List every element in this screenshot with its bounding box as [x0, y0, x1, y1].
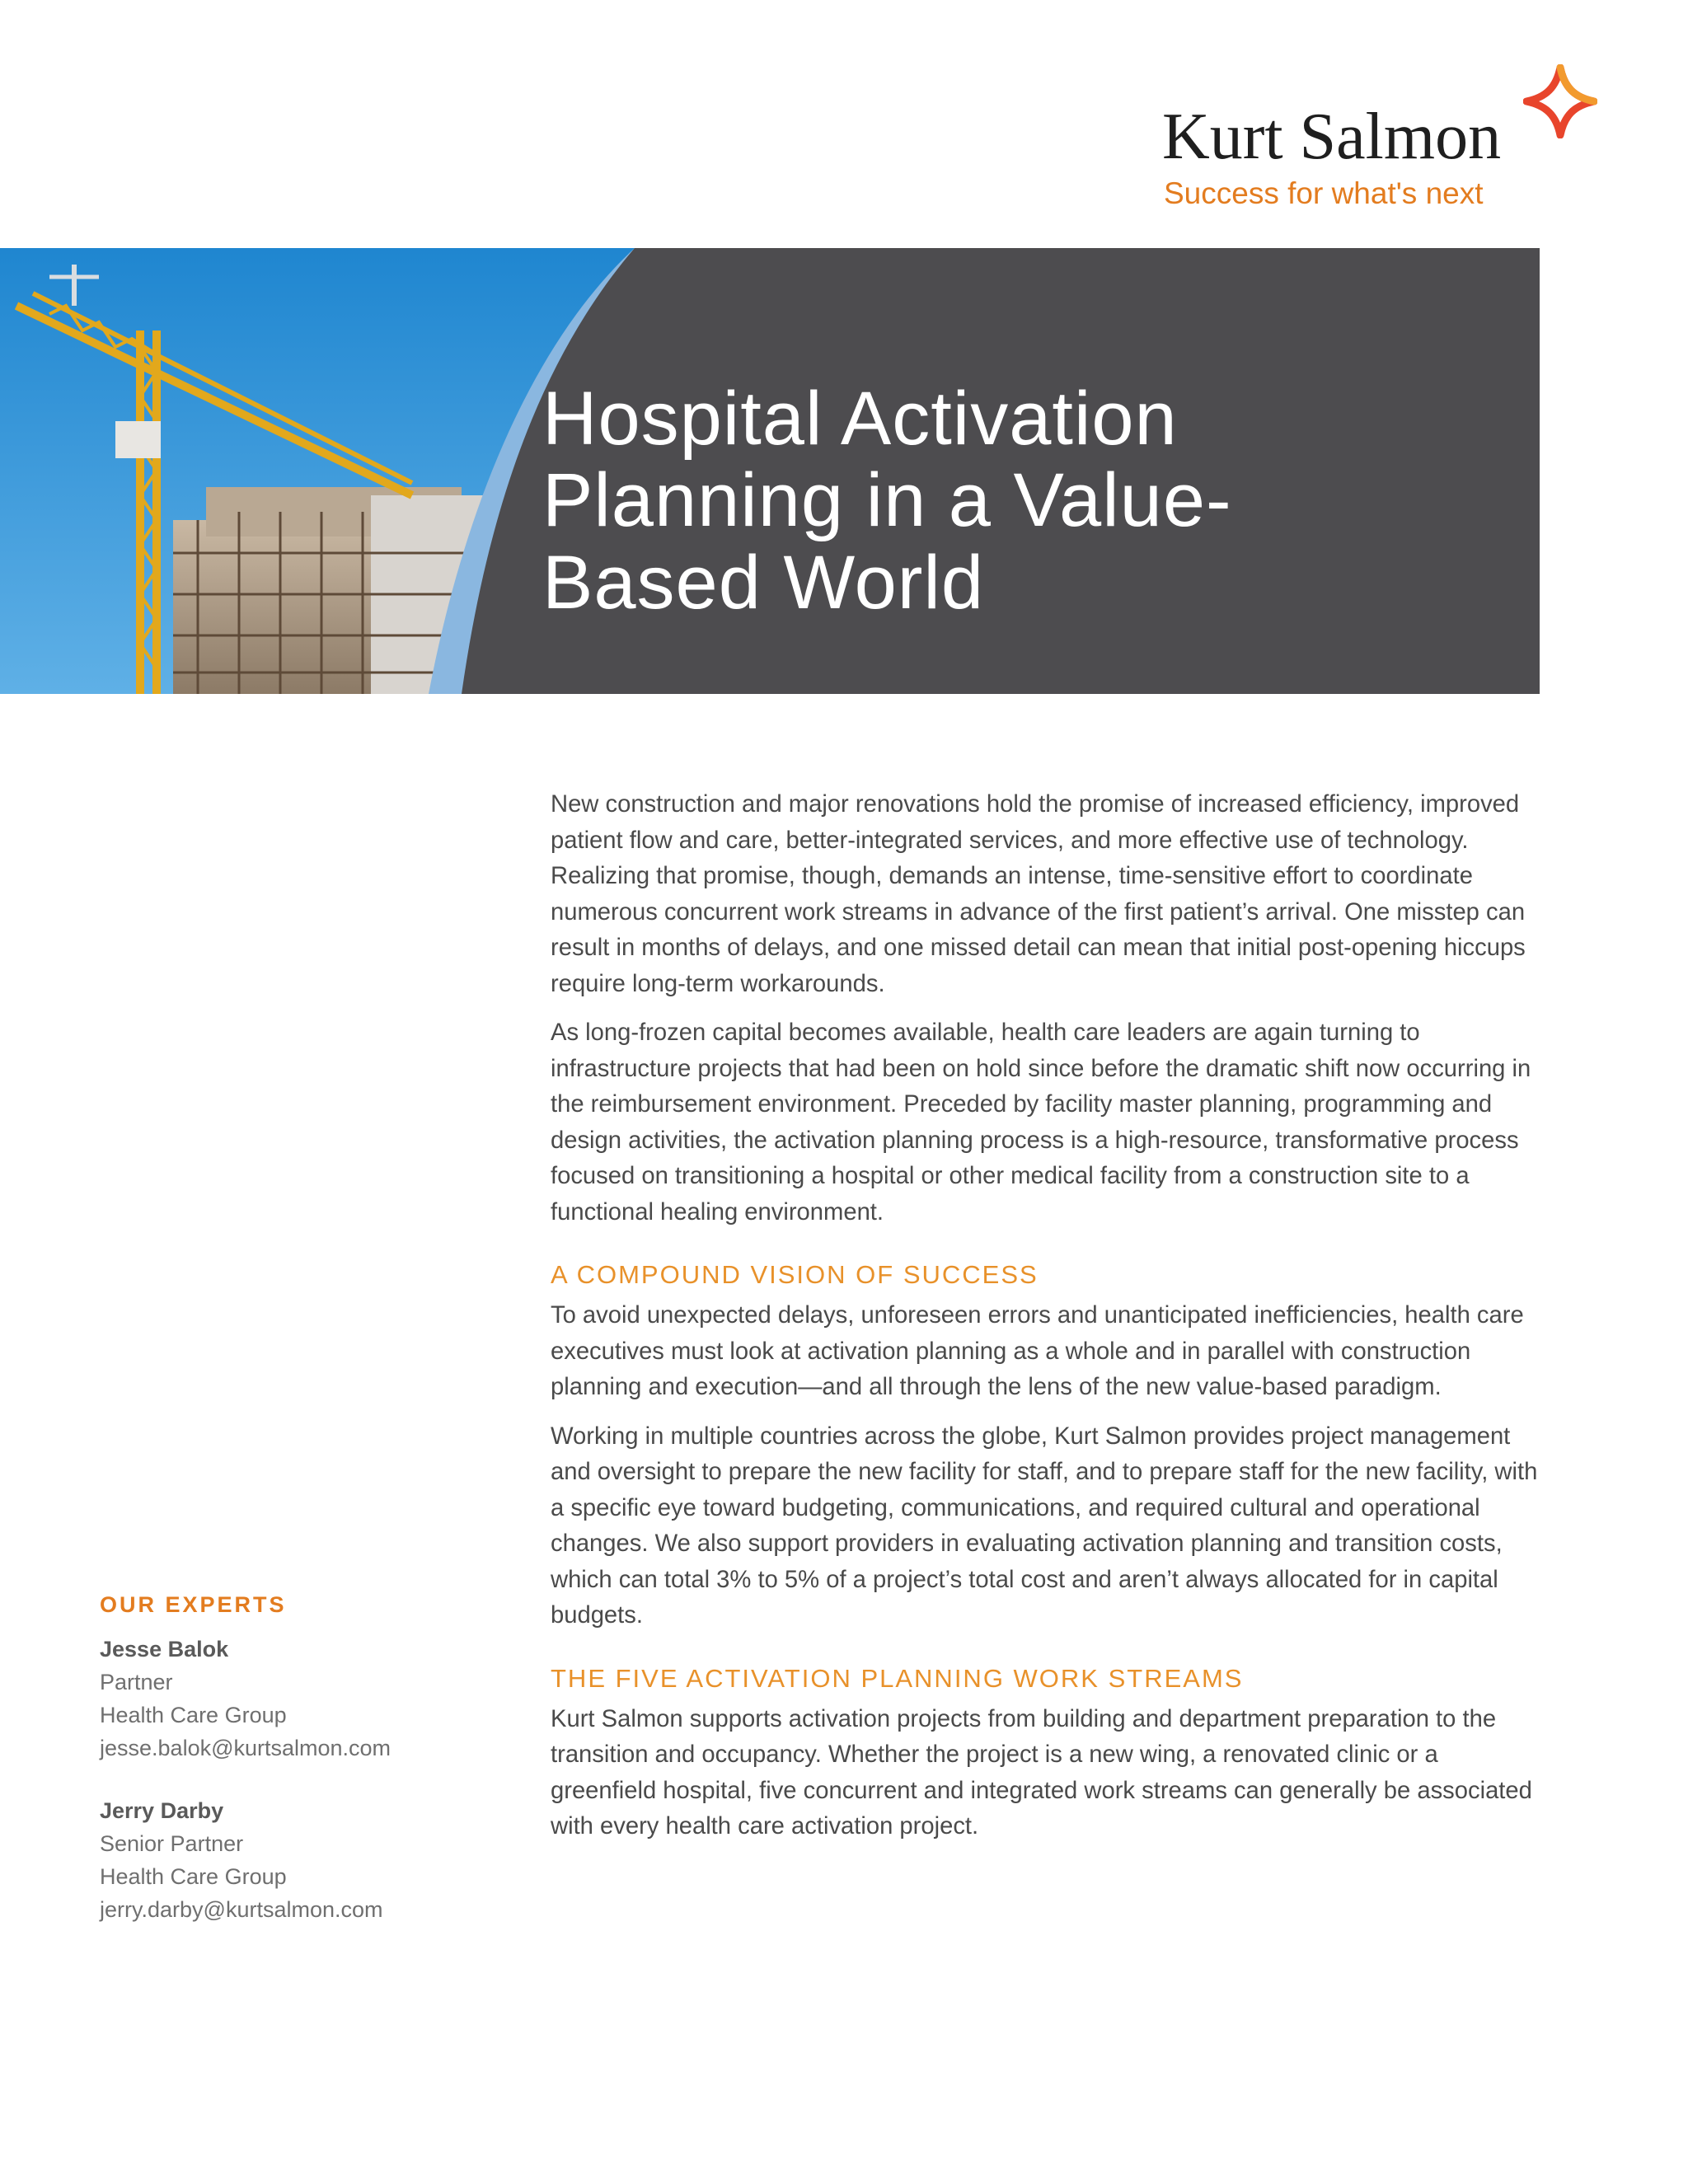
hero-banner — [0, 248, 1540, 694]
paragraph: Working in multiple countries across the globe, Kurt Salmon provides project management and oversight to prepare the new facility for staff, and to prepare staff for the new facility, with a specific eye toward budgeting, communications, and required cultural and operational changes. We also support providers in evaluating activation planning and transition costs, which can total 3% to 5% of a project’s total cost and aren’t always allocated for in capital budgets. — [551, 1422, 1538, 1629]
paragraph: To avoid unexpected delays, unforeseen errors and unanticipated inefficiencies, health care executives must look at activation planning as a whole and in parallel with construction planning and execution—and all through the lens of the new value-based paradigm. — [551, 1302, 1524, 1400]
section-heading: THE FIVE ACTIVATION PLANNING WORK STREAMS — [551, 1663, 1244, 1693]
expert-name: Jesse Balok — [100, 1637, 229, 1661]
expert-email[interactable]: jesse.balok@kurtsalmon.com — [100, 1736, 392, 1760]
logo-wordmark: Kurt Salmon — [1162, 101, 1502, 173]
expert-email[interactable]: jerry.darby@kurtsalmon.com — [100, 1897, 383, 1922]
paragraph: New construction and major renovations hold the promise of increased efficiency, improved patient flow and care, better-integrated services, and more effective use of technology. Realizing that promise, though, demands an intense, time-sensitive effort to coordinate numerous concurrent work streams in advance of the first patient’s arrival. One misstep can result in months of delays, and one missed detail can mean that initial post-opening hiccups require long-term workarounds. — [551, 791, 1526, 997]
paragraph: As long-frozen capital becomes available, health care leaders are again turning to infrastructure projects that had been on hold since before the dramatic shift now occurring in the reimbursement environment. Preceded by facility master planning, programming and design activities, the activation planning process is a high-resource, transformative process focused on transitioning a hospital or other medical facility from a construction site to a functional healing environment. — [551, 1019, 1531, 1226]
paragraph: Kurt Salmon supports activation projects from building and department preparation to the transition and occupancy. Whether the project is a new wing, a renovated clinic or a greenfield hospital, five concurrent and integrated work streams can generally be associated with every health care activation project. — [551, 1705, 1532, 1840]
expert-card — [100, 1633, 471, 1765]
expert-group: Health Care Group — [100, 1703, 287, 1727]
article-body — [551, 787, 1544, 1858]
expert-title: Partner — [100, 1670, 173, 1694]
experts-sidebar — [100, 1592, 471, 1956]
page-title: Hospital Activation Planning in a Value- Based World — [542, 377, 1232, 625]
company-logo — [1154, 64, 1599, 221]
expert-card — [100, 1794, 471, 1926]
orange-four-point-star-icon — [1523, 64, 1597, 138]
expert-group: Health Care Group — [100, 1864, 287, 1889]
experts-heading: OUR EXPERTS — [100, 1592, 287, 1617]
expert-title: Senior Partner — [100, 1831, 244, 1856]
logo-tagline: Success for what's next — [1164, 176, 1484, 210]
crane-cab — [115, 421, 161, 458]
expert-name: Jerry Darby — [100, 1798, 224, 1823]
section-heading: A COMPOUND VISION OF SUCCESS — [551, 1260, 1039, 1289]
